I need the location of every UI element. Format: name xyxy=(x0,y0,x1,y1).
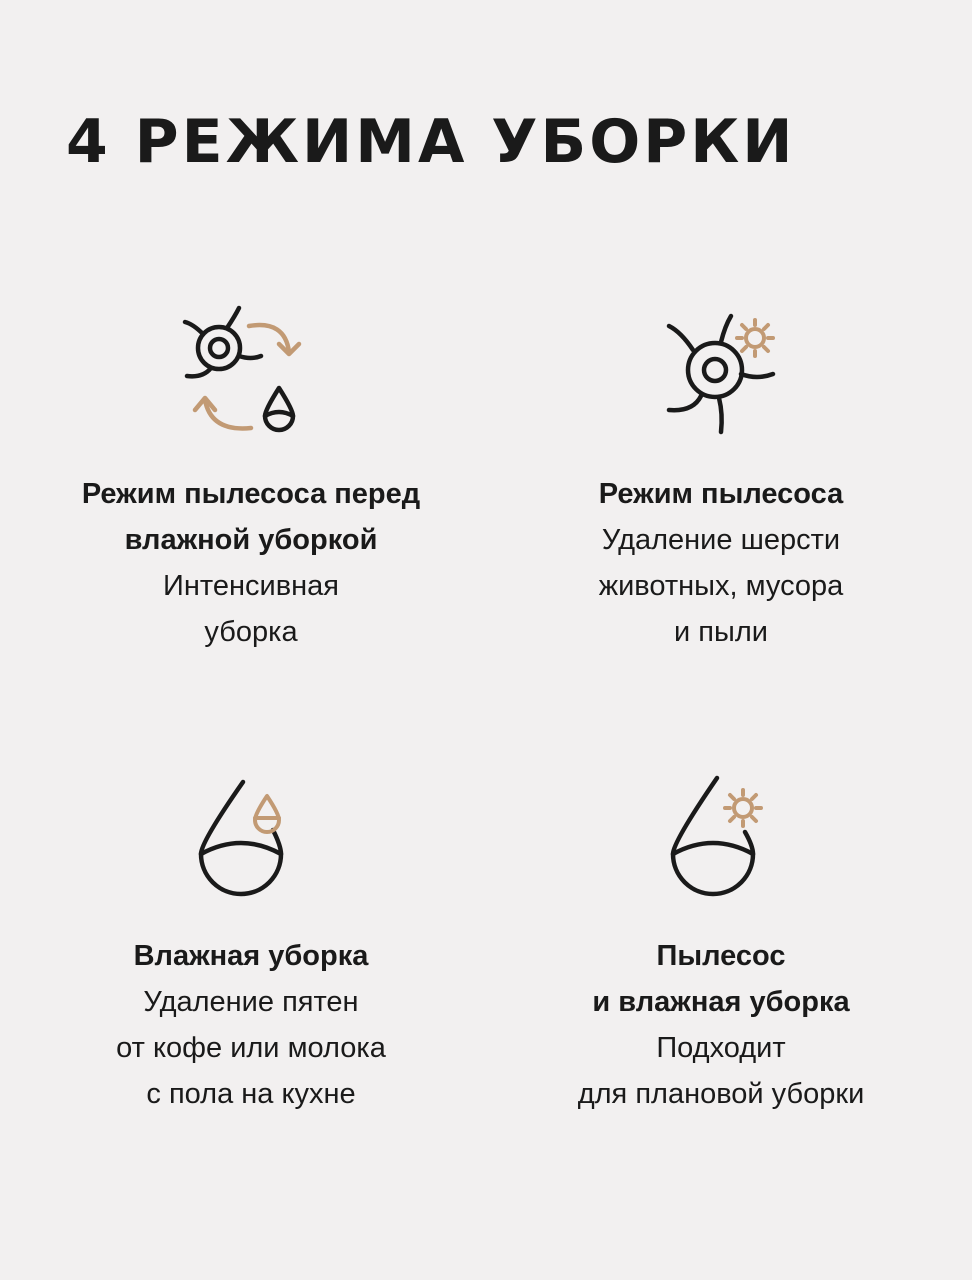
mode-description-line: Удаление шерсти xyxy=(601,524,841,556)
mode-text xyxy=(31,933,471,1117)
mode-heading-line: Режим пылесоса перед xyxy=(81,478,421,510)
mode-text xyxy=(501,933,941,1117)
mode-description-line: Удаление пятен xyxy=(143,986,359,1018)
mode-description-line: Подходит xyxy=(656,1032,786,1064)
fan-recycle-drop-icon xyxy=(181,304,321,444)
double-drop-icon xyxy=(181,766,321,906)
mode-description-line: для плановой уборки xyxy=(577,1078,865,1110)
mode-description-line: уборка xyxy=(204,616,298,648)
mode-card-vacuum-before-wet xyxy=(31,304,471,655)
mode-description-line: от кофе или молока xyxy=(116,1032,386,1064)
mode-card-vacuum xyxy=(501,304,941,655)
mode-heading-line: Режим пылесоса xyxy=(598,478,844,510)
mode-card-wet-cleaning xyxy=(31,766,471,1117)
mode-heading-line: Пылесос xyxy=(656,940,786,972)
mode-card-vacuum-and-wet xyxy=(501,766,941,1117)
fan-sun-icon xyxy=(651,304,791,444)
mode-heading-line: Влажная уборка xyxy=(133,940,369,972)
page-title: 4 РЕЖИМА УБОРКИ xyxy=(66,107,796,177)
drop-sun-icon xyxy=(651,766,791,906)
mode-description-line: Интенсивная xyxy=(163,570,339,602)
mode-description-line: и пыли xyxy=(674,616,768,648)
mode-text xyxy=(31,471,471,655)
mode-heading-line: и влажная уборка xyxy=(592,986,850,1018)
mode-description-line: животных, мусора xyxy=(598,570,844,602)
mode-text xyxy=(501,471,941,655)
mode-description-line: с пола на кухне xyxy=(146,1078,356,1110)
mode-heading-line: влажной уборкой xyxy=(124,524,378,556)
